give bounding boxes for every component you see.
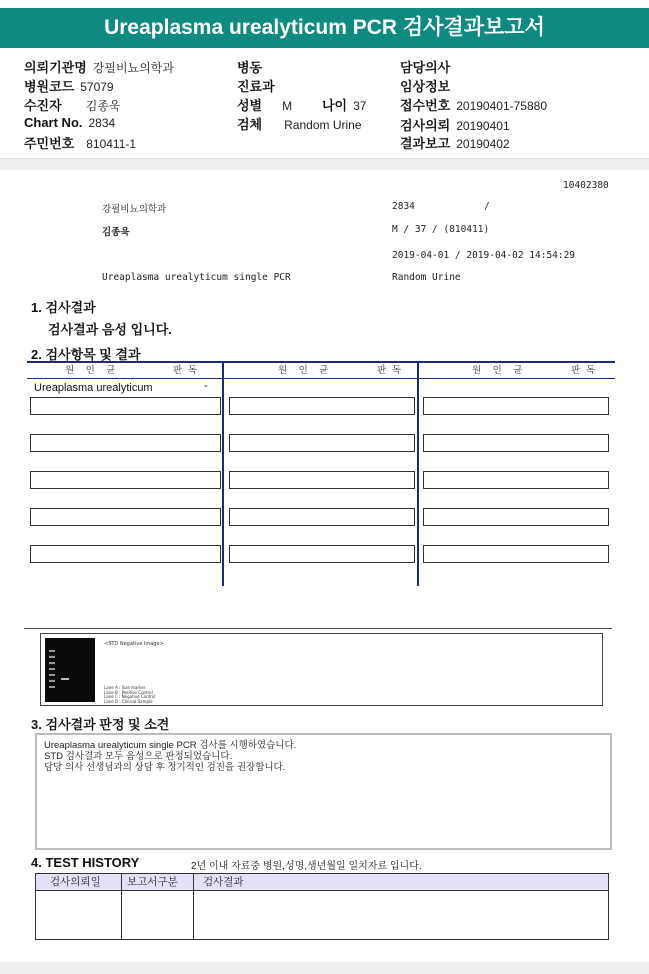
report-date-value: 20190402	[456, 137, 510, 151]
gel-legend-line: Lane A : Size marker	[104, 685, 146, 690]
image-section-rule	[24, 628, 612, 629]
specimen-row	[237, 114, 362, 133]
form-chart: 2834	[392, 201, 415, 212]
col-judge-3: 판 독	[571, 365, 596, 376]
gel-legend-line: Lane B : Positive Control	[104, 689, 153, 695]
pathogen-name: Ureaplasma urealyticum	[34, 382, 153, 394]
specimen-label: 검체	[237, 117, 263, 132]
gel-legend-line: Lane C : Negative Control	[104, 694, 156, 699]
result-cell	[30, 471, 221, 489]
form-slash: /	[484, 201, 490, 212]
patient-label: 수진자	[24, 98, 62, 113]
report-date-label: 결과보고	[400, 136, 451, 151]
section-2-title: 2. 검사항목 및 결과	[31, 347, 141, 362]
opinion-line: 담당 의사 선생님과의 상담 후 정기적인 검진을 권장합니다.	[44, 762, 286, 773]
age-value: 37	[353, 99, 367, 113]
report-title: Ureaplasma urealyticum PCR 검사결과보고서	[0, 8, 649, 48]
gel-title: <STD Negative Image>	[104, 641, 164, 647]
form-test-name: Ureaplasma urealyticum single PCR	[102, 272, 291, 283]
dept-label: 진료과	[237, 79, 275, 94]
receipt-label: 접수번호	[400, 98, 451, 113]
form-dates: 2019-04-01 / 2019-04-02 14:54:29	[392, 250, 576, 261]
form-hospital: 강필비뇨의학과	[102, 204, 167, 215]
hospital-code-row	[24, 76, 114, 95]
sex-label: 성별	[237, 98, 263, 113]
patient-row	[24, 95, 120, 114]
hospital-value: 강필비뇨의학과	[92, 61, 174, 75]
patient-value: 김종욱	[85, 99, 121, 113]
chart-value: 2834	[88, 116, 116, 130]
result-cell	[229, 434, 415, 452]
receipt-value: 20190401-75880	[456, 99, 547, 113]
gel-image-box	[40, 633, 603, 706]
report-date-row	[400, 133, 510, 152]
clinical-label: 임상정보	[400, 79, 451, 94]
sex-age-row	[237, 95, 366, 114]
hospital-code-value: 57079	[80, 80, 114, 94]
grid-divider-1	[222, 361, 224, 586]
header-divider	[0, 158, 649, 170]
history-col-divider	[121, 874, 122, 939]
chart-label: Chart No.	[24, 115, 83, 130]
col-pathogen-3: 원 인 균	[472, 365, 523, 376]
sex-value: M	[282, 99, 293, 113]
gel-electrophoresis-image	[45, 638, 95, 702]
result-cell	[229, 471, 415, 489]
section-1-title: 1. 검사결과	[31, 300, 96, 315]
result-cell	[30, 434, 221, 452]
form-patient: 김종욱	[102, 227, 130, 238]
col-judge-1: 판 독	[173, 365, 198, 376]
col-pathogen-2: 원 인 균	[278, 365, 329, 376]
history-col-type: 보고서구분	[127, 876, 178, 888]
request-label: 검사의뢰	[400, 118, 451, 133]
opinion-line: STD 검사결과 모두 음성으로 판정되었습니다.	[44, 751, 233, 762]
section-4-title: 4. TEST HISTORY	[31, 855, 140, 870]
request-value: 20190401	[456, 119, 510, 133]
section-3-title: 3. 검사결과 판정 및 소견	[31, 717, 170, 732]
result-grid-header	[27, 361, 615, 379]
request-row	[400, 115, 510, 134]
history-col-divider	[193, 874, 194, 939]
col-pathogen-1: 원 인 균	[65, 365, 116, 376]
rrn-label: 주민번호	[24, 136, 75, 151]
result-cell	[423, 434, 609, 452]
hospital-row	[24, 57, 174, 76]
dept-row	[237, 76, 275, 95]
result-cell	[30, 545, 221, 563]
form-specimen: Random Urine	[392, 272, 461, 283]
doctor-label: 담당의사	[400, 60, 451, 75]
ward-row	[237, 57, 262, 76]
age-label: 나이	[321, 98, 348, 113]
result-cell	[229, 545, 415, 563]
rrn-row	[24, 133, 136, 152]
history-col-request: 검사의뢰일	[50, 876, 101, 888]
history-col-result: 검사결과	[203, 876, 244, 888]
history-note: 2년 이내 자료중 병원,성명,생년월일 일치자료 입니다.	[191, 861, 422, 872]
col-judge-2: 판 독	[377, 365, 402, 376]
result-cell	[229, 508, 415, 526]
receipt-row	[400, 95, 547, 114]
section-1-result: 검사결과 음성 입니다.	[48, 322, 172, 337]
clinical-row	[400, 76, 450, 95]
opinion-line: Ureaplasma urealyticum single PCR 검사를 시행하였습니다.	[44, 740, 297, 751]
history-table	[35, 873, 609, 940]
gel-legend	[104, 686, 155, 704]
grid-divider-2	[417, 361, 419, 586]
hospital-code-label: 병원코드	[24, 79, 75, 94]
result-cell	[423, 508, 609, 526]
result-cell	[423, 471, 609, 489]
pathogen-result: -	[204, 380, 208, 392]
ward-label: 병동	[237, 60, 263, 75]
gel-legend-line: Lane D : Clinical Sample	[104, 698, 153, 704]
chart-row	[24, 115, 115, 130]
result-cell	[229, 397, 415, 415]
opinion-box	[35, 733, 612, 850]
page-bottom-band	[0, 962, 649, 974]
document-number: 10402380	[563, 180, 609, 191]
result-cell	[30, 508, 221, 526]
result-cell	[423, 397, 609, 415]
specimen-value: Random Urine	[284, 118, 362, 132]
result-cell	[423, 545, 609, 563]
rrn-value: 810411-1	[86, 137, 137, 151]
hospital-label: 의뢰기관명	[24, 60, 87, 75]
form-sex-age: M / 37 / (810411)	[392, 224, 490, 235]
doctor-row	[400, 57, 450, 76]
result-cell	[30, 397, 221, 415]
